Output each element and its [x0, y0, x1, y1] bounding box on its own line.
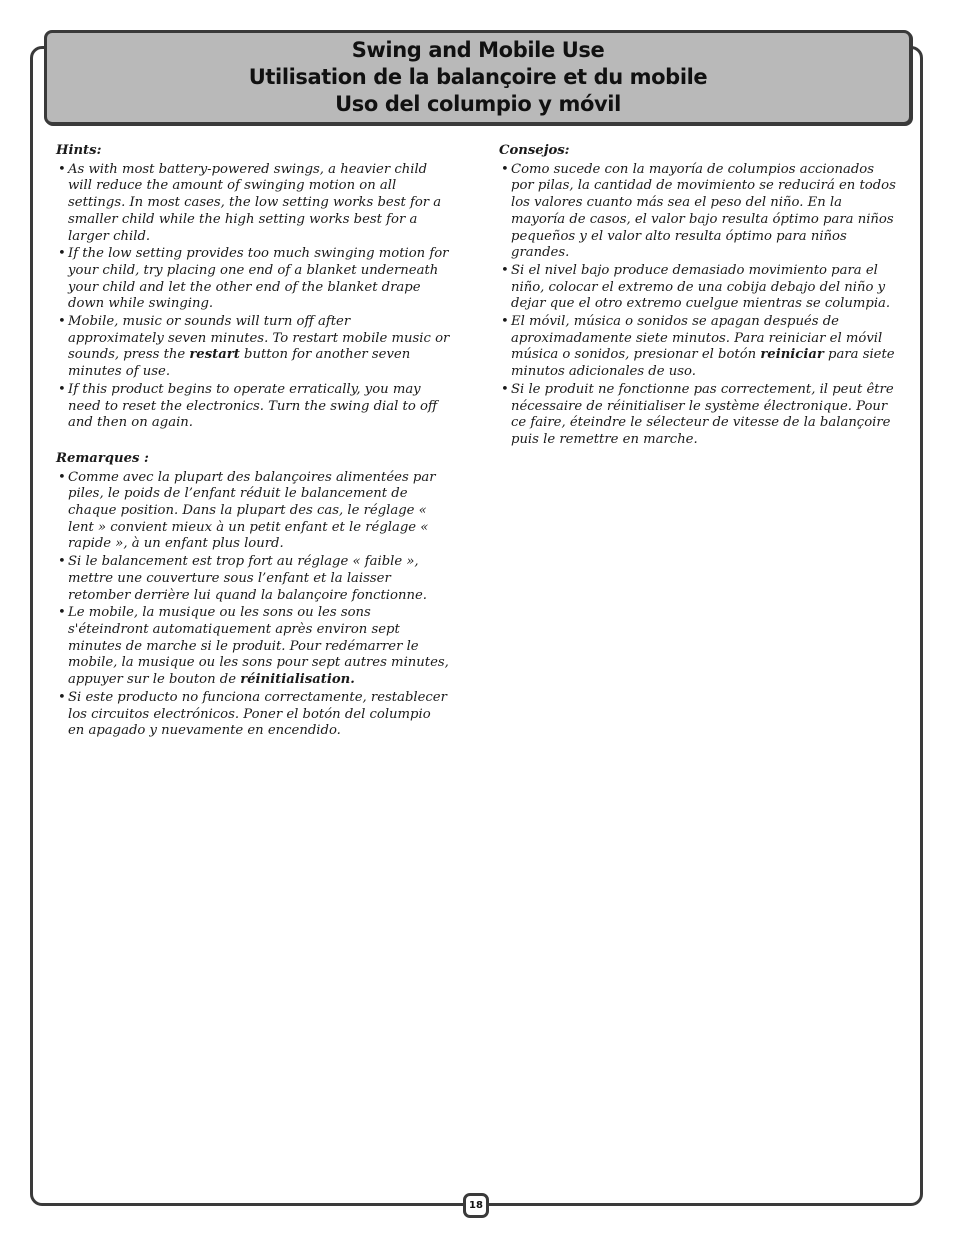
hints-item	[56, 162, 450, 246]
remarques-heading: Remarques :	[56, 450, 149, 466]
consejos-item	[499, 263, 899, 313]
right-column	[499, 143, 899, 450]
reinitialisation-keyword: réinitialisation.	[240, 672, 355, 688]
title-english: Swing and Mobile Use	[351, 38, 605, 62]
restart-keyword: restart	[189, 347, 240, 363]
hints-item-text: As with most battery-powered swings, a heavier child will reduce the amount of swinging motion on all settings. In most cases, the low setting works best for a smaller child while the high setting works best for a larger child.	[68, 161, 442, 244]
consejos-item-text: Si el nivel bajo produce demasiado movimiento para el niño, colocar el extremo de una cobija debajo del niño y dejar que el otro extremo cuelgue mientras se columpia.	[511, 262, 891, 312]
remarques-item-text: Le mobile, la musique ou les sons ou les sons s'éteindront automatiquement après environ sept minutes de marche si le produit. Pour redémarrer le mobile, la musique ou les sons pour sept autres minutes, appuyer sur le bouton de	[68, 605, 449, 688]
consejos-item-text: Como sucede con la mayoría de columpios accionados por pilas, la cantidad de movimiento se reducirá en todos los valores cuanto más sea el peso del niño. En la mayoría de casos, el valor bajo resulta óptimo para niños pequeños y el valor alto resulta óptimo para niños grandes.	[511, 161, 896, 261]
consejos-item-text: El móvil, música o sonidos se apagan después de aproximadamente siete minutos. Para reiniciar el móvil música o sonidos, presionar el botón	[511, 314, 883, 363]
title-french: Utilisation de la balançoire et du mobile	[248, 65, 708, 89]
consejos-item	[499, 162, 899, 262]
remarques-item-text: Si le balancement est trop fort au réglage « faible », mettre une couverture sous l’enfant et la laisser retomber derrière lui quand la balançoire fonctionne.	[68, 554, 427, 603]
hints-item-text: If this product begins to operate erratically, you may need to reset the electronics. Turn the swing dial to off and then on again.	[68, 381, 438, 431]
consejos-item	[499, 382, 899, 449]
consejos-item-text: para siete minutos adicionales de uso.	[511, 347, 895, 380]
title-banner	[44, 30, 912, 125]
hints-item-text: Mobile, music or sounds will turn off after approximately seven minutes. To restart mobile music or sounds, press the	[68, 314, 450, 363]
hints-item-text: button for another seven minutes of use.	[68, 347, 411, 380]
left-column	[56, 143, 450, 741]
consejos-list	[499, 162, 899, 449]
remarques-item-text: Si este producto no funciona correctamente, restablecer los circuitos electrónicos. Poner el botón del columpio en apagado y nuevamente en encendido.	[68, 689, 447, 739]
hints-heading: Hints:	[56, 143, 102, 158]
remarques-item-text: Comme avec la plupart des balançoires alimentées par piles, le poids de l’enfant réduit le balancement de chaque position. Dans la plupart des cas, le réglage « lent » convient mieux à un petit enfant et le réglage « rapide », à un enfant plus lourd.	[68, 469, 436, 552]
page-number: 18	[463, 1193, 489, 1218]
consejos-item	[499, 314, 899, 381]
remarques-item	[56, 470, 450, 554]
hints-item	[56, 246, 450, 313]
title-spanish: Uso del columpio y móvil	[335, 92, 621, 116]
consejos-heading: Consejos:	[499, 143, 570, 158]
remarques-list	[56, 470, 450, 740]
consejos-item-text: Si le produit ne fonctionne pas correctement, il peut être nécessaire de réinitialiser le système électronique. Pour ce faire, éteindre le sélecteur de vitesse de la balançoire puis le remettre en marche.	[511, 381, 894, 447]
remarques-item	[56, 605, 450, 689]
remarques-item	[56, 690, 450, 740]
hints-item-text: If the low setting provides too much swinging motion for your child, try placing one end of a blanket underneath your child and let the other end of the blanket drape down while swinging.	[68, 246, 449, 312]
reiniciar-keyword: reiniciar	[760, 347, 824, 363]
remarques-item	[56, 554, 450, 604]
hints-list	[56, 162, 450, 432]
hints-item	[56, 314, 450, 381]
hints-item	[56, 382, 450, 432]
